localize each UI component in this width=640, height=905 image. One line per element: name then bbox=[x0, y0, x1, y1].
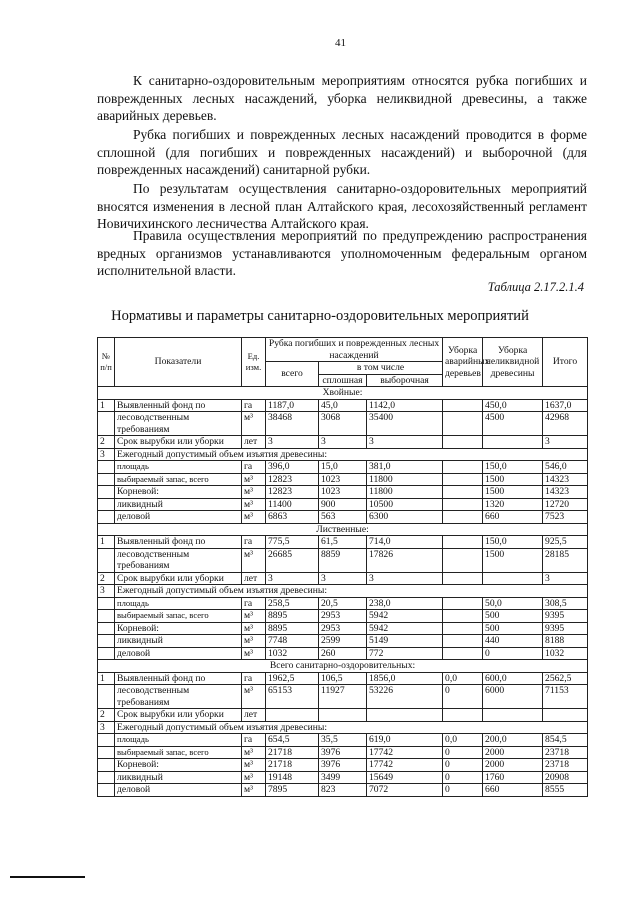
cell-selective: 619,0 bbox=[367, 734, 443, 747]
header-felling: Рубка погибших и поврежденных лесных насаждений bbox=[266, 338, 443, 362]
cell-selective bbox=[367, 709, 443, 722]
cell-grand-total bbox=[543, 709, 588, 722]
table-row bbox=[98, 399, 588, 412]
cell-clear: 35,5 bbox=[319, 734, 367, 747]
row-unit: м³ bbox=[242, 498, 266, 511]
row-indicator: площадь bbox=[115, 461, 242, 474]
row-indicator: площадь bbox=[115, 597, 242, 610]
cell-grand-total: 854,5 bbox=[543, 734, 588, 747]
cell-grand-total: 2562,5 bbox=[543, 672, 588, 685]
cell-emergency bbox=[443, 436, 483, 449]
row-indicator: Срок вырубки или уборки bbox=[115, 436, 242, 449]
table-row bbox=[98, 548, 588, 572]
cell-emergency: 0,0 bbox=[443, 734, 483, 747]
row-unit: м³ bbox=[242, 548, 266, 572]
cell-grand-total: 9395 bbox=[543, 622, 588, 635]
cell-selective: 35400 bbox=[367, 412, 443, 436]
cell-selective: 53226 bbox=[367, 685, 443, 709]
table-row bbox=[98, 473, 588, 486]
row-number bbox=[98, 597, 115, 610]
cell-selective: 238,0 bbox=[367, 597, 443, 610]
row-indicator: Ежегодный допустимый объем изъятия древесины: bbox=[115, 721, 588, 734]
cell-emergency bbox=[443, 461, 483, 474]
row-number bbox=[98, 784, 115, 797]
cell-emergency bbox=[443, 610, 483, 623]
paragraph-2: Рубка погибших и поврежденных лесных насаждений проводится в форме сплошной (для погибших и поврежденных насаждений) и выборочной (для поврежденных насаждений) санитарной рубки. bbox=[97, 127, 587, 177]
cell-illiquid: 150,0 bbox=[483, 536, 543, 549]
row-number: 2 bbox=[98, 709, 115, 722]
cell-grand-total: 20908 bbox=[543, 771, 588, 784]
cell-emergency bbox=[443, 399, 483, 412]
cell-selective: 3 bbox=[367, 572, 443, 585]
cell-emergency bbox=[443, 473, 483, 486]
row-indicator: ликвидный bbox=[115, 771, 242, 784]
cell-total: 38468 bbox=[266, 412, 319, 436]
cell-emergency bbox=[443, 536, 483, 549]
row-indicator: Корневой: bbox=[115, 622, 242, 635]
cell-total: 396,0 bbox=[266, 461, 319, 474]
cell-grand-total: 3 bbox=[543, 572, 588, 585]
cell-clear: 563 bbox=[319, 511, 367, 524]
row-number bbox=[98, 771, 115, 784]
cell-grand-total: 1032 bbox=[543, 647, 588, 660]
cell-clear: 61,5 bbox=[319, 536, 367, 549]
cell-emergency bbox=[443, 486, 483, 499]
row-indicator: лесоводственным требованиям bbox=[115, 548, 242, 572]
cell-total: 8895 bbox=[266, 610, 319, 623]
cell-clear: 3499 bbox=[319, 771, 367, 784]
table-row bbox=[98, 486, 588, 499]
row-indicator: лесоводственным требованиям bbox=[115, 685, 242, 709]
row-unit: га bbox=[242, 672, 266, 685]
cell-clear: 106,5 bbox=[319, 672, 367, 685]
cell-selective: 3 bbox=[367, 436, 443, 449]
cell-illiquid: 1320 bbox=[483, 498, 543, 511]
row-number bbox=[98, 548, 115, 572]
cell-illiquid: 4500 bbox=[483, 412, 543, 436]
cell-clear: 2953 bbox=[319, 610, 367, 623]
table-row bbox=[98, 585, 588, 598]
cell-emergency bbox=[443, 647, 483, 660]
cell-grand-total: 28185 bbox=[543, 548, 588, 572]
cell-emergency bbox=[443, 498, 483, 511]
cell-total: 12823 bbox=[266, 486, 319, 499]
cell-total: 19148 bbox=[266, 771, 319, 784]
table-row bbox=[98, 784, 588, 797]
row-indicator: выбираемый запас, всего bbox=[115, 610, 242, 623]
cell-total: 26685 bbox=[266, 548, 319, 572]
row-number bbox=[98, 685, 115, 709]
cell-total: 1032 bbox=[266, 647, 319, 660]
row-indicator: деловой bbox=[115, 647, 242, 660]
cell-grand-total: 1637,0 bbox=[543, 399, 588, 412]
cell-illiquid bbox=[483, 709, 543, 722]
table-row bbox=[98, 597, 588, 610]
cell-total: 8895 bbox=[266, 622, 319, 635]
cell-emergency: 0 bbox=[443, 746, 483, 759]
row-number: 1 bbox=[98, 536, 115, 549]
row-number bbox=[98, 622, 115, 635]
page-number: 41 bbox=[335, 37, 346, 49]
row-number: 2 bbox=[98, 572, 115, 585]
group-header-row bbox=[98, 523, 588, 536]
cell-selective: 1856,0 bbox=[367, 672, 443, 685]
cell-grand-total: 7523 bbox=[543, 511, 588, 524]
cell-grand-total: 71153 bbox=[543, 685, 588, 709]
cell-illiquid: 1500 bbox=[483, 473, 543, 486]
row-indicator: ликвидный bbox=[115, 498, 242, 511]
table-row bbox=[98, 536, 588, 549]
cell-grand-total: 23718 bbox=[543, 746, 588, 759]
row-number bbox=[98, 511, 115, 524]
cell-grand-total: 9395 bbox=[543, 610, 588, 623]
cell-total: 3 bbox=[266, 572, 319, 585]
cell-total: 21718 bbox=[266, 759, 319, 772]
cell-clear: 15,0 bbox=[319, 461, 367, 474]
cell-clear: 20,5 bbox=[319, 597, 367, 610]
cell-clear: 45,0 bbox=[319, 399, 367, 412]
row-number: 2 bbox=[98, 436, 115, 449]
group-header-row bbox=[98, 387, 588, 400]
row-indicator: Корневой: bbox=[115, 759, 242, 772]
row-indicator: Выявленный фонд по bbox=[115, 672, 242, 685]
cell-clear: 8859 bbox=[319, 548, 367, 572]
cell-total: 11400 bbox=[266, 498, 319, 511]
cell-illiquid: 150,0 bbox=[483, 461, 543, 474]
header-number: № п/п bbox=[98, 338, 115, 387]
header-including: в том числе bbox=[319, 362, 443, 375]
row-unit: м³ bbox=[242, 771, 266, 784]
cell-total: 6863 bbox=[266, 511, 319, 524]
row-unit: га bbox=[242, 461, 266, 474]
row-number bbox=[98, 498, 115, 511]
cell-total: 3 bbox=[266, 436, 319, 449]
cell-emergency: 0 bbox=[443, 685, 483, 709]
cell-clear: 900 bbox=[319, 498, 367, 511]
row-unit: м³ bbox=[242, 610, 266, 623]
table-row bbox=[98, 412, 588, 436]
cell-total bbox=[266, 709, 319, 722]
table-row bbox=[98, 647, 588, 660]
cell-grand-total: 308,5 bbox=[543, 597, 588, 610]
table-row bbox=[98, 746, 588, 759]
table-row bbox=[98, 610, 588, 623]
row-unit: м³ bbox=[242, 635, 266, 648]
row-number bbox=[98, 635, 115, 648]
cell-clear: 3 bbox=[319, 572, 367, 585]
cell-selective: 7072 bbox=[367, 784, 443, 797]
cell-grand-total: 12720 bbox=[543, 498, 588, 511]
cell-selective: 10500 bbox=[367, 498, 443, 511]
row-number: 3 bbox=[98, 585, 115, 598]
group-header-row bbox=[98, 660, 588, 673]
cell-selective: 1142,0 bbox=[367, 399, 443, 412]
cell-clear: 3976 bbox=[319, 759, 367, 772]
row-indicator: деловой bbox=[115, 511, 242, 524]
cell-illiquid: 2000 bbox=[483, 746, 543, 759]
cell-emergency bbox=[443, 511, 483, 524]
cell-grand-total: 42968 bbox=[543, 412, 588, 436]
table-body bbox=[98, 387, 588, 797]
row-unit: лет bbox=[242, 572, 266, 585]
cell-clear: 11927 bbox=[319, 685, 367, 709]
row-unit: м³ bbox=[242, 685, 266, 709]
row-unit: м³ bbox=[242, 746, 266, 759]
cell-grand-total: 14323 bbox=[543, 473, 588, 486]
row-indicator: ликвидный bbox=[115, 635, 242, 648]
cell-selective: 5942 bbox=[367, 622, 443, 635]
row-number bbox=[98, 759, 115, 772]
cell-selective: 11800 bbox=[367, 473, 443, 486]
group-title: Лиственные: bbox=[98, 523, 588, 536]
table-row bbox=[98, 734, 588, 747]
row-unit: м³ bbox=[242, 784, 266, 797]
cell-grand-total: 23718 bbox=[543, 759, 588, 772]
row-number: 3 bbox=[98, 721, 115, 734]
header-selective-felling: выборочная bbox=[367, 374, 443, 387]
row-number bbox=[98, 412, 115, 436]
row-number bbox=[98, 610, 115, 623]
cell-selective: 11800 bbox=[367, 486, 443, 499]
cell-illiquid: 6000 bbox=[483, 685, 543, 709]
table-row bbox=[98, 572, 588, 585]
row-unit: м³ bbox=[242, 412, 266, 436]
cell-total: 12823 bbox=[266, 473, 319, 486]
cell-clear bbox=[319, 709, 367, 722]
row-indicator: Ежегодный допустимый объем изъятия древесины: bbox=[115, 585, 588, 598]
cell-selective: 17742 bbox=[367, 759, 443, 772]
cell-illiquid: 450,0 bbox=[483, 399, 543, 412]
cell-grand-total: 546,0 bbox=[543, 461, 588, 474]
cell-grand-total: 925,5 bbox=[543, 536, 588, 549]
cell-illiquid: 600,0 bbox=[483, 672, 543, 685]
cell-clear: 823 bbox=[319, 784, 367, 797]
cell-selective: 772 bbox=[367, 647, 443, 660]
cell-total: 65153 bbox=[266, 685, 319, 709]
group-title: Хвойные: bbox=[98, 387, 588, 400]
row-unit: м³ bbox=[242, 473, 266, 486]
cell-selective: 5942 bbox=[367, 610, 443, 623]
row-number bbox=[98, 486, 115, 499]
cell-clear: 260 bbox=[319, 647, 367, 660]
cell-total: 1187,0 bbox=[266, 399, 319, 412]
cell-total: 1962,5 bbox=[266, 672, 319, 685]
group-title: Всего санитарно-оздоровительных: bbox=[98, 660, 588, 673]
norms-table bbox=[97, 337, 588, 797]
cell-total: 7895 bbox=[266, 784, 319, 797]
row-unit: га bbox=[242, 399, 266, 412]
row-indicator: Выявленный фонд по bbox=[115, 399, 242, 412]
header-unit: Ед. изм. bbox=[242, 338, 266, 387]
cell-total: 21718 bbox=[266, 746, 319, 759]
row-unit: м³ bbox=[242, 486, 266, 499]
cell-selective: 6300 bbox=[367, 511, 443, 524]
cell-grand-total: 8555 bbox=[543, 784, 588, 797]
cell-emergency bbox=[443, 709, 483, 722]
cell-total: 775,5 bbox=[266, 536, 319, 549]
table-row bbox=[98, 498, 588, 511]
row-number bbox=[98, 473, 115, 486]
cell-emergency bbox=[443, 635, 483, 648]
cell-illiquid: 660 bbox=[483, 784, 543, 797]
table-row bbox=[98, 448, 588, 461]
cell-emergency: 0 bbox=[443, 759, 483, 772]
row-number bbox=[98, 461, 115, 474]
table-row bbox=[98, 759, 588, 772]
cell-illiquid: 500 bbox=[483, 622, 543, 635]
cell-illiquid: 2000 bbox=[483, 759, 543, 772]
row-unit: лет bbox=[242, 709, 266, 722]
header-clear-felling: сплошная bbox=[319, 374, 367, 387]
cell-grand-total: 3 bbox=[543, 436, 588, 449]
table-row bbox=[98, 721, 588, 734]
cell-emergency bbox=[443, 572, 483, 585]
row-number bbox=[98, 746, 115, 759]
row-unit: лет bbox=[242, 436, 266, 449]
row-indicator: Корневой: bbox=[115, 486, 242, 499]
table-row bbox=[98, 635, 588, 648]
table-row bbox=[98, 672, 588, 685]
cell-total: 7748 bbox=[266, 635, 319, 648]
table-caption: Таблица 2.17.2.1.4 bbox=[487, 280, 584, 294]
row-indicator: выбираемый запас, всего bbox=[115, 746, 242, 759]
cell-total: 654,5 bbox=[266, 734, 319, 747]
cell-emergency bbox=[443, 622, 483, 635]
cell-selective: 5149 bbox=[367, 635, 443, 648]
paragraph-4: Правила осуществления мероприятий по предупреждению распространения вредных организмов устанавливаются уполномоченным федеральным органом исполнительной власти. bbox=[97, 228, 587, 278]
cell-grand-total: 8188 bbox=[543, 635, 588, 648]
row-indicator: Ежегодный допустимый объем изъятия древесины: bbox=[115, 448, 588, 461]
row-unit: га bbox=[242, 536, 266, 549]
cell-clear: 3068 bbox=[319, 412, 367, 436]
table-row bbox=[98, 511, 588, 524]
header-grand-total: Итого bbox=[543, 338, 588, 387]
row-indicator: выбираемый запас, всего bbox=[115, 473, 242, 486]
row-unit: га bbox=[242, 597, 266, 610]
table-row bbox=[98, 461, 588, 474]
cell-emergency: 0 bbox=[443, 784, 483, 797]
row-unit: м³ bbox=[242, 511, 266, 524]
row-indicator: Срок вырубки или уборки bbox=[115, 572, 242, 585]
cell-emergency bbox=[443, 548, 483, 572]
cell-illiquid: 1500 bbox=[483, 548, 543, 572]
header-illiquid-wood: Уборка неликвидной древесины bbox=[483, 338, 543, 387]
row-indicator: деловой bbox=[115, 784, 242, 797]
cell-clear: 2953 bbox=[319, 622, 367, 635]
cell-illiquid: 500 bbox=[483, 610, 543, 623]
cell-selective: 17742 bbox=[367, 746, 443, 759]
row-number: 1 bbox=[98, 399, 115, 412]
table-row bbox=[98, 622, 588, 635]
header-total: всего bbox=[266, 362, 319, 387]
cell-illiquid: 200,0 bbox=[483, 734, 543, 747]
cell-illiquid: 1500 bbox=[483, 486, 543, 499]
row-indicator: лесоводственным требованиям bbox=[115, 412, 242, 436]
cell-clear: 3976 bbox=[319, 746, 367, 759]
cell-selective: 381,0 bbox=[367, 461, 443, 474]
cell-illiquid bbox=[483, 436, 543, 449]
row-indicator: Выявленный фонд по bbox=[115, 536, 242, 549]
cell-clear: 1023 bbox=[319, 473, 367, 486]
header-emergency-trees: Уборка аварийных деревьев bbox=[443, 338, 483, 387]
footer-rule bbox=[10, 876, 85, 878]
table-title: Нормативы и параметры санитарно-оздоровительных мероприятий bbox=[111, 308, 529, 324]
row-number bbox=[98, 647, 115, 660]
paragraph-1: К санитарно-оздоровительным мероприятиям относятся рубка погибших и поврежденных лесных насаждений, уборка неликвидной древесины, а также аварийных деревьев. bbox=[97, 73, 587, 123]
table-row bbox=[98, 771, 588, 784]
row-unit: га bbox=[242, 734, 266, 747]
table-row bbox=[98, 436, 588, 449]
cell-illiquid: 50,0 bbox=[483, 597, 543, 610]
cell-illiquid: 1760 bbox=[483, 771, 543, 784]
cell-illiquid bbox=[483, 572, 543, 585]
cell-grand-total: 14323 bbox=[543, 486, 588, 499]
row-unit: м³ bbox=[242, 622, 266, 635]
cell-selective: 714,0 bbox=[367, 536, 443, 549]
cell-selective: 17826 bbox=[367, 548, 443, 572]
cell-selective: 15649 bbox=[367, 771, 443, 784]
row-number: 1 bbox=[98, 672, 115, 685]
row-indicator: Срок вырубки или уборки bbox=[115, 709, 242, 722]
header-indicator: Показатели bbox=[115, 338, 242, 387]
cell-illiquid: 0 bbox=[483, 647, 543, 660]
cell-total: 258,5 bbox=[266, 597, 319, 610]
cell-clear: 3 bbox=[319, 436, 367, 449]
cell-clear: 1023 bbox=[319, 486, 367, 499]
row-number bbox=[98, 734, 115, 747]
cell-emergency: 0 bbox=[443, 771, 483, 784]
cell-clear: 2599 bbox=[319, 635, 367, 648]
cell-emergency bbox=[443, 597, 483, 610]
row-number: 3 bbox=[98, 448, 115, 461]
cell-illiquid: 440 bbox=[483, 635, 543, 648]
cell-emergency bbox=[443, 412, 483, 436]
cell-emergency: 0,0 bbox=[443, 672, 483, 685]
row-indicator: площадь bbox=[115, 734, 242, 747]
cell-illiquid: 660 bbox=[483, 511, 543, 524]
row-unit: м³ bbox=[242, 647, 266, 660]
table-row bbox=[98, 709, 588, 722]
table-row bbox=[98, 685, 588, 709]
row-unit: м³ bbox=[242, 759, 266, 772]
paragraph-3: По результатам осуществления санитарно-оздоровительных мероприятий вносятся изменения в лесной план Алтайского края, лесохозяйственный регламент Новичихинского лесничества Алтайского края. bbox=[97, 181, 587, 231]
